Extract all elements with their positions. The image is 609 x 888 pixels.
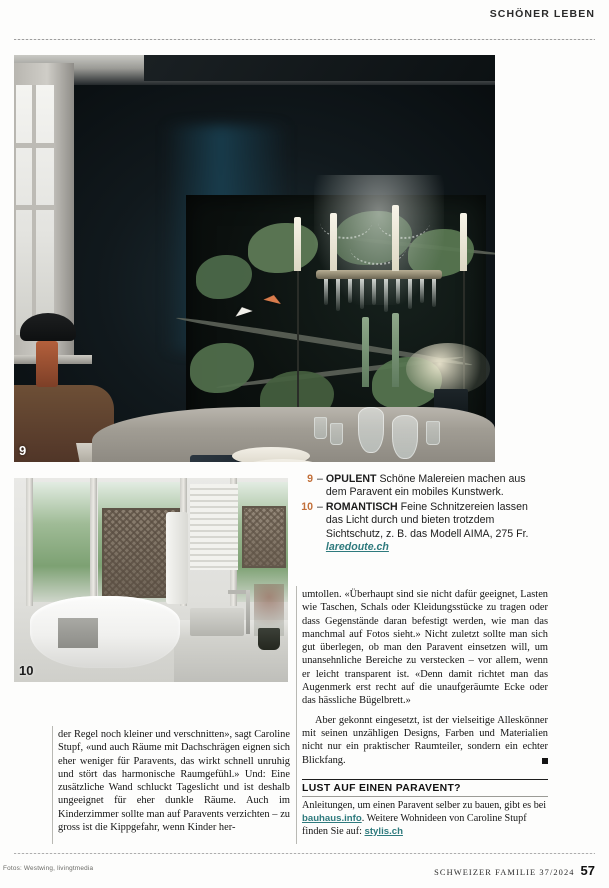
carved-paravent-reflection — [242, 506, 286, 568]
info-text-part-1: Anleitungen, um einen Paravent selber zu bauen, gibt es bei — [302, 800, 547, 812]
body-column-left — [58, 728, 290, 834]
ceiling-shadow — [144, 55, 495, 81]
info-box — [302, 779, 548, 839]
freestanding-bathtub — [30, 596, 180, 668]
window-mullion-h-2 — [16, 205, 54, 210]
body-column-right — [302, 588, 548, 767]
window-blind — [190, 484, 238, 570]
page-number: 57 — [580, 863, 595, 878]
candle-green — [392, 313, 399, 387]
caption-number: 10 — [301, 500, 313, 513]
window-mullion-h-1 — [16, 143, 54, 148]
caption-lead: ROMANTISCH — [325, 500, 398, 513]
caption-number: 9 — [307, 473, 313, 485]
candle-stand — [297, 271, 299, 421]
caption-item-9 — [298, 473, 534, 500]
chandelier-drop — [408, 279, 412, 309]
drinking-glass — [330, 423, 343, 445]
candle-left — [294, 217, 301, 271]
chandelier-drop — [360, 279, 364, 309]
window-mullion — [26, 478, 33, 606]
laredoute-link[interactable]: laredoute.ch — [325, 541, 389, 554]
stylis-link[interactable]: stylis.ch — [364, 825, 403, 837]
caption-body: Feine Schnitzereien lassen das Licht durch und bieten trotzdem Sichtschutz, z. B. das Modell AIMA, 275 Fr. — [325, 500, 529, 540]
plant-pot — [258, 628, 280, 650]
caption-lead: OPULENT — [325, 473, 377, 485]
photo-number-badge: 10 — [19, 663, 34, 678]
photo-bathroom — [14, 478, 288, 682]
photo-captions — [298, 473, 534, 555]
footer-right — [434, 863, 595, 878]
towel-hanging — [166, 512, 188, 604]
leaf-cluster — [248, 223, 318, 273]
towel-on-tub — [58, 618, 98, 648]
end-of-article-mark — [542, 758, 548, 764]
bird-white-icon — [233, 304, 252, 316]
paragraph: der Regel noch kleiner und verschnitten», sagt Caroline Stupf, «und auch Räume mit Dachschrägen eignen sich eher weniger für Paravents, das wirkt schnell unruhig und stört das harmonische Raumgefühl.» Und: Eine zusätzliche Wand schluckt Tageslicht und ist deshalb ungeeignet für eher dunkle Räume. Auch im Kinderzimmer sollte man auf Paravents verzichten – zu gross ist die Kippgefahr, wenn Kinder her- — [58, 729, 290, 834]
running-head: SCHÖNER LEBEN — [489, 8, 595, 20]
window-pane — [32, 482, 90, 602]
paragraph: umtollen. «Überhaupt sind sie nicht dafür geeignet, Lasten wie Taschen, Schals oder Kleidungsstücke zu tragen oder dass Gegenstände daran befestigt werden, wie man das manchmal auf Fotos sieht.» Nicht zuletzt sollte man sich gut überlegen, ob man den Paravent einsetzen will, um unansehnliche Bereiche zu verstecken – vor allem, wenn er leicht transparent ist. «Denn damit richtet man das Augenmerk erst recht auf die unaufgeräumte Ecke oder das hässliche Bügelbrett.» — [302, 589, 548, 707]
faucet — [246, 590, 250, 634]
caption-dash: – — [317, 473, 323, 485]
bauhaus-link[interactable]: bauhaus.info — [302, 812, 362, 824]
photo-credit: Fotos: Westwing, livingtmedia — [3, 865, 94, 872]
carafe — [392, 415, 418, 459]
chandelier-drop — [324, 279, 328, 305]
chandelier-drop — [420, 279, 424, 303]
paragraph — [302, 714, 548, 767]
flower-arrangement — [406, 343, 490, 395]
photo-dining-room — [14, 55, 495, 462]
column-divider-left — [52, 726, 53, 844]
leaf-cluster — [196, 255, 252, 299]
paragraph-text: Aber gekonnt eingesetzt, ist der vielseitige Alleskönner mit seinen unzähligen Designs, Farben und Materialien nicht nur ein praktischer Raumteiler, sondern ein echter Blickfang. — [302, 714, 548, 766]
candle-right — [460, 213, 467, 271]
chandelier-drop — [372, 279, 376, 305]
photo-number-badge: 9 — [19, 443, 27, 458]
window-mullion — [90, 478, 97, 606]
bird-orange-icon — [263, 293, 282, 304]
info-box-rule-top — [302, 779, 548, 780]
window-mullion-vertical — [32, 85, 36, 335]
chandelier-drop — [336, 279, 340, 311]
column-divider-middle — [296, 586, 297, 844]
caption-text — [326, 473, 534, 500]
drinking-glass — [314, 417, 327, 439]
info-text-part-2: . Weitere Wohnideen von Caroline Stupf finden Sie auf: — [302, 812, 527, 837]
info-box-rule-middle — [302, 796, 548, 797]
stone-vessel-sink — [190, 608, 244, 636]
chandelier-candle — [392, 205, 399, 271]
candle-green — [362, 317, 369, 387]
bottom-rule — [14, 853, 595, 854]
carafe — [358, 407, 384, 453]
chandelier-drop — [348, 279, 352, 303]
chandelier-drop — [384, 279, 388, 312]
info-box-text — [302, 800, 548, 838]
caption-text — [326, 501, 534, 555]
chandelier-drop — [396, 279, 400, 304]
top-rule — [14, 39, 595, 40]
caption-item-10 — [298, 501, 534, 555]
chandelier-ring — [316, 270, 442, 279]
chandelier-candle — [330, 213, 337, 271]
caption-dash: – — [317, 500, 323, 513]
caption-body: Schöne Malereien machen aus dem Paravent ein mobiles Kunstwerk. — [325, 473, 526, 499]
drinking-glass — [426, 421, 440, 445]
info-box-title: LUST AUF EINEN PARAVENT? — [302, 783, 461, 795]
table-lamp-base — [36, 341, 58, 387]
chandelier-drop — [432, 279, 436, 307]
publication-name: SCHWEIZER FAMILIE 37/2024 — [434, 868, 575, 877]
